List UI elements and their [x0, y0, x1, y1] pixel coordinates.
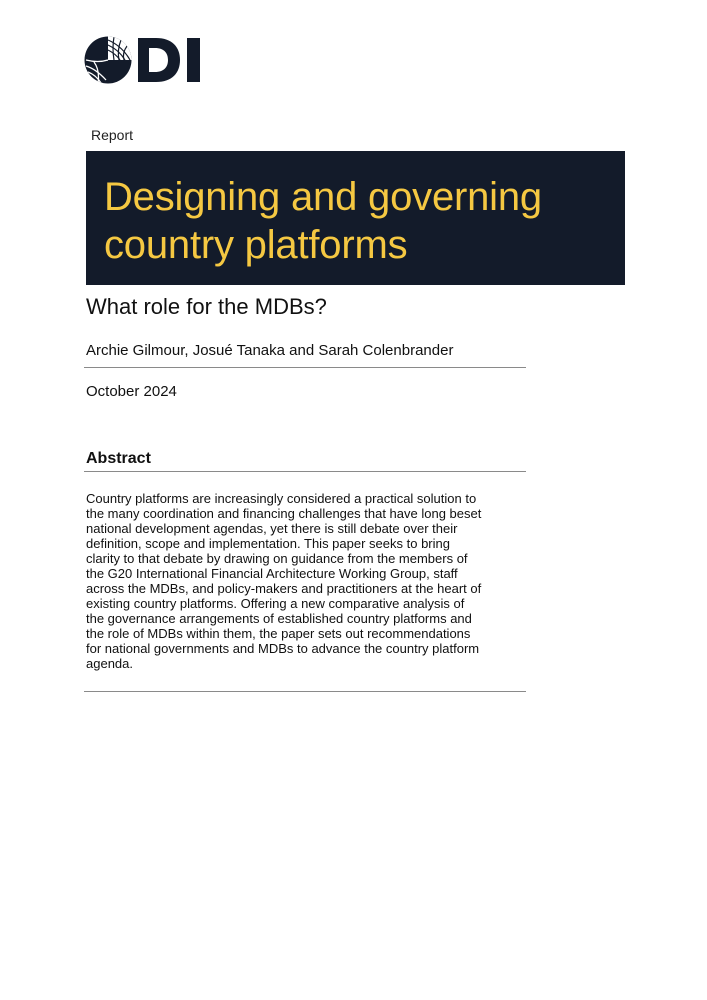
- abstract-line: Country platforms are increasingly considered a practical solution to: [86, 491, 477, 506]
- authors: Archie Gilmour, Josué Tanaka and Sarah Colenbrander: [86, 342, 454, 359]
- report-title: [104, 173, 607, 269]
- title-banner: [86, 151, 625, 285]
- abstract-line: clarity to that debate by drawing on guidance from the members of: [86, 551, 468, 566]
- abstract-line: the many coordination and financing challenges that have long beset: [86, 506, 482, 521]
- odi-logo: [84, 36, 208, 84]
- abstract-heading: Abstract: [86, 450, 151, 467]
- report-title-line-1: Designing and governing: [104, 175, 542, 219]
- abstract-line: definition, scope and implementation. This paper seeks to bring: [86, 536, 450, 551]
- divider: [84, 367, 526, 368]
- abstract-line: the role of MDBs within them, the paper sets out recommendations: [86, 626, 471, 641]
- abstract-line: across the MDBs, and policy-makers and practitioners at the heart of: [86, 581, 482, 596]
- divider: [84, 691, 526, 692]
- abstract-line: national development agendas, yet there is still debate over their: [86, 521, 458, 536]
- report-type-label: Report: [91, 127, 134, 143]
- abstract-text: [86, 491, 536, 671]
- abstract-line: existing country platforms. Offering a new comparative analysis of: [86, 596, 465, 611]
- publication-date: October 2024: [86, 383, 177, 400]
- odi-logo-mark: [84, 36, 208, 84]
- abstract-line: the governance arrangements of established country platforms and: [86, 611, 472, 626]
- abstract-line: for national governments and MDBs to advance the country platform: [86, 641, 480, 656]
- abstract-line: the G20 International Financial Architecture Working Group, staff: [86, 566, 458, 581]
- abstract-line: agenda.: [86, 656, 133, 671]
- report-subtitle: What role for the MDBs?: [86, 294, 327, 319]
- report-title-line-2: country platforms: [104, 223, 408, 267]
- divider: [84, 471, 526, 472]
